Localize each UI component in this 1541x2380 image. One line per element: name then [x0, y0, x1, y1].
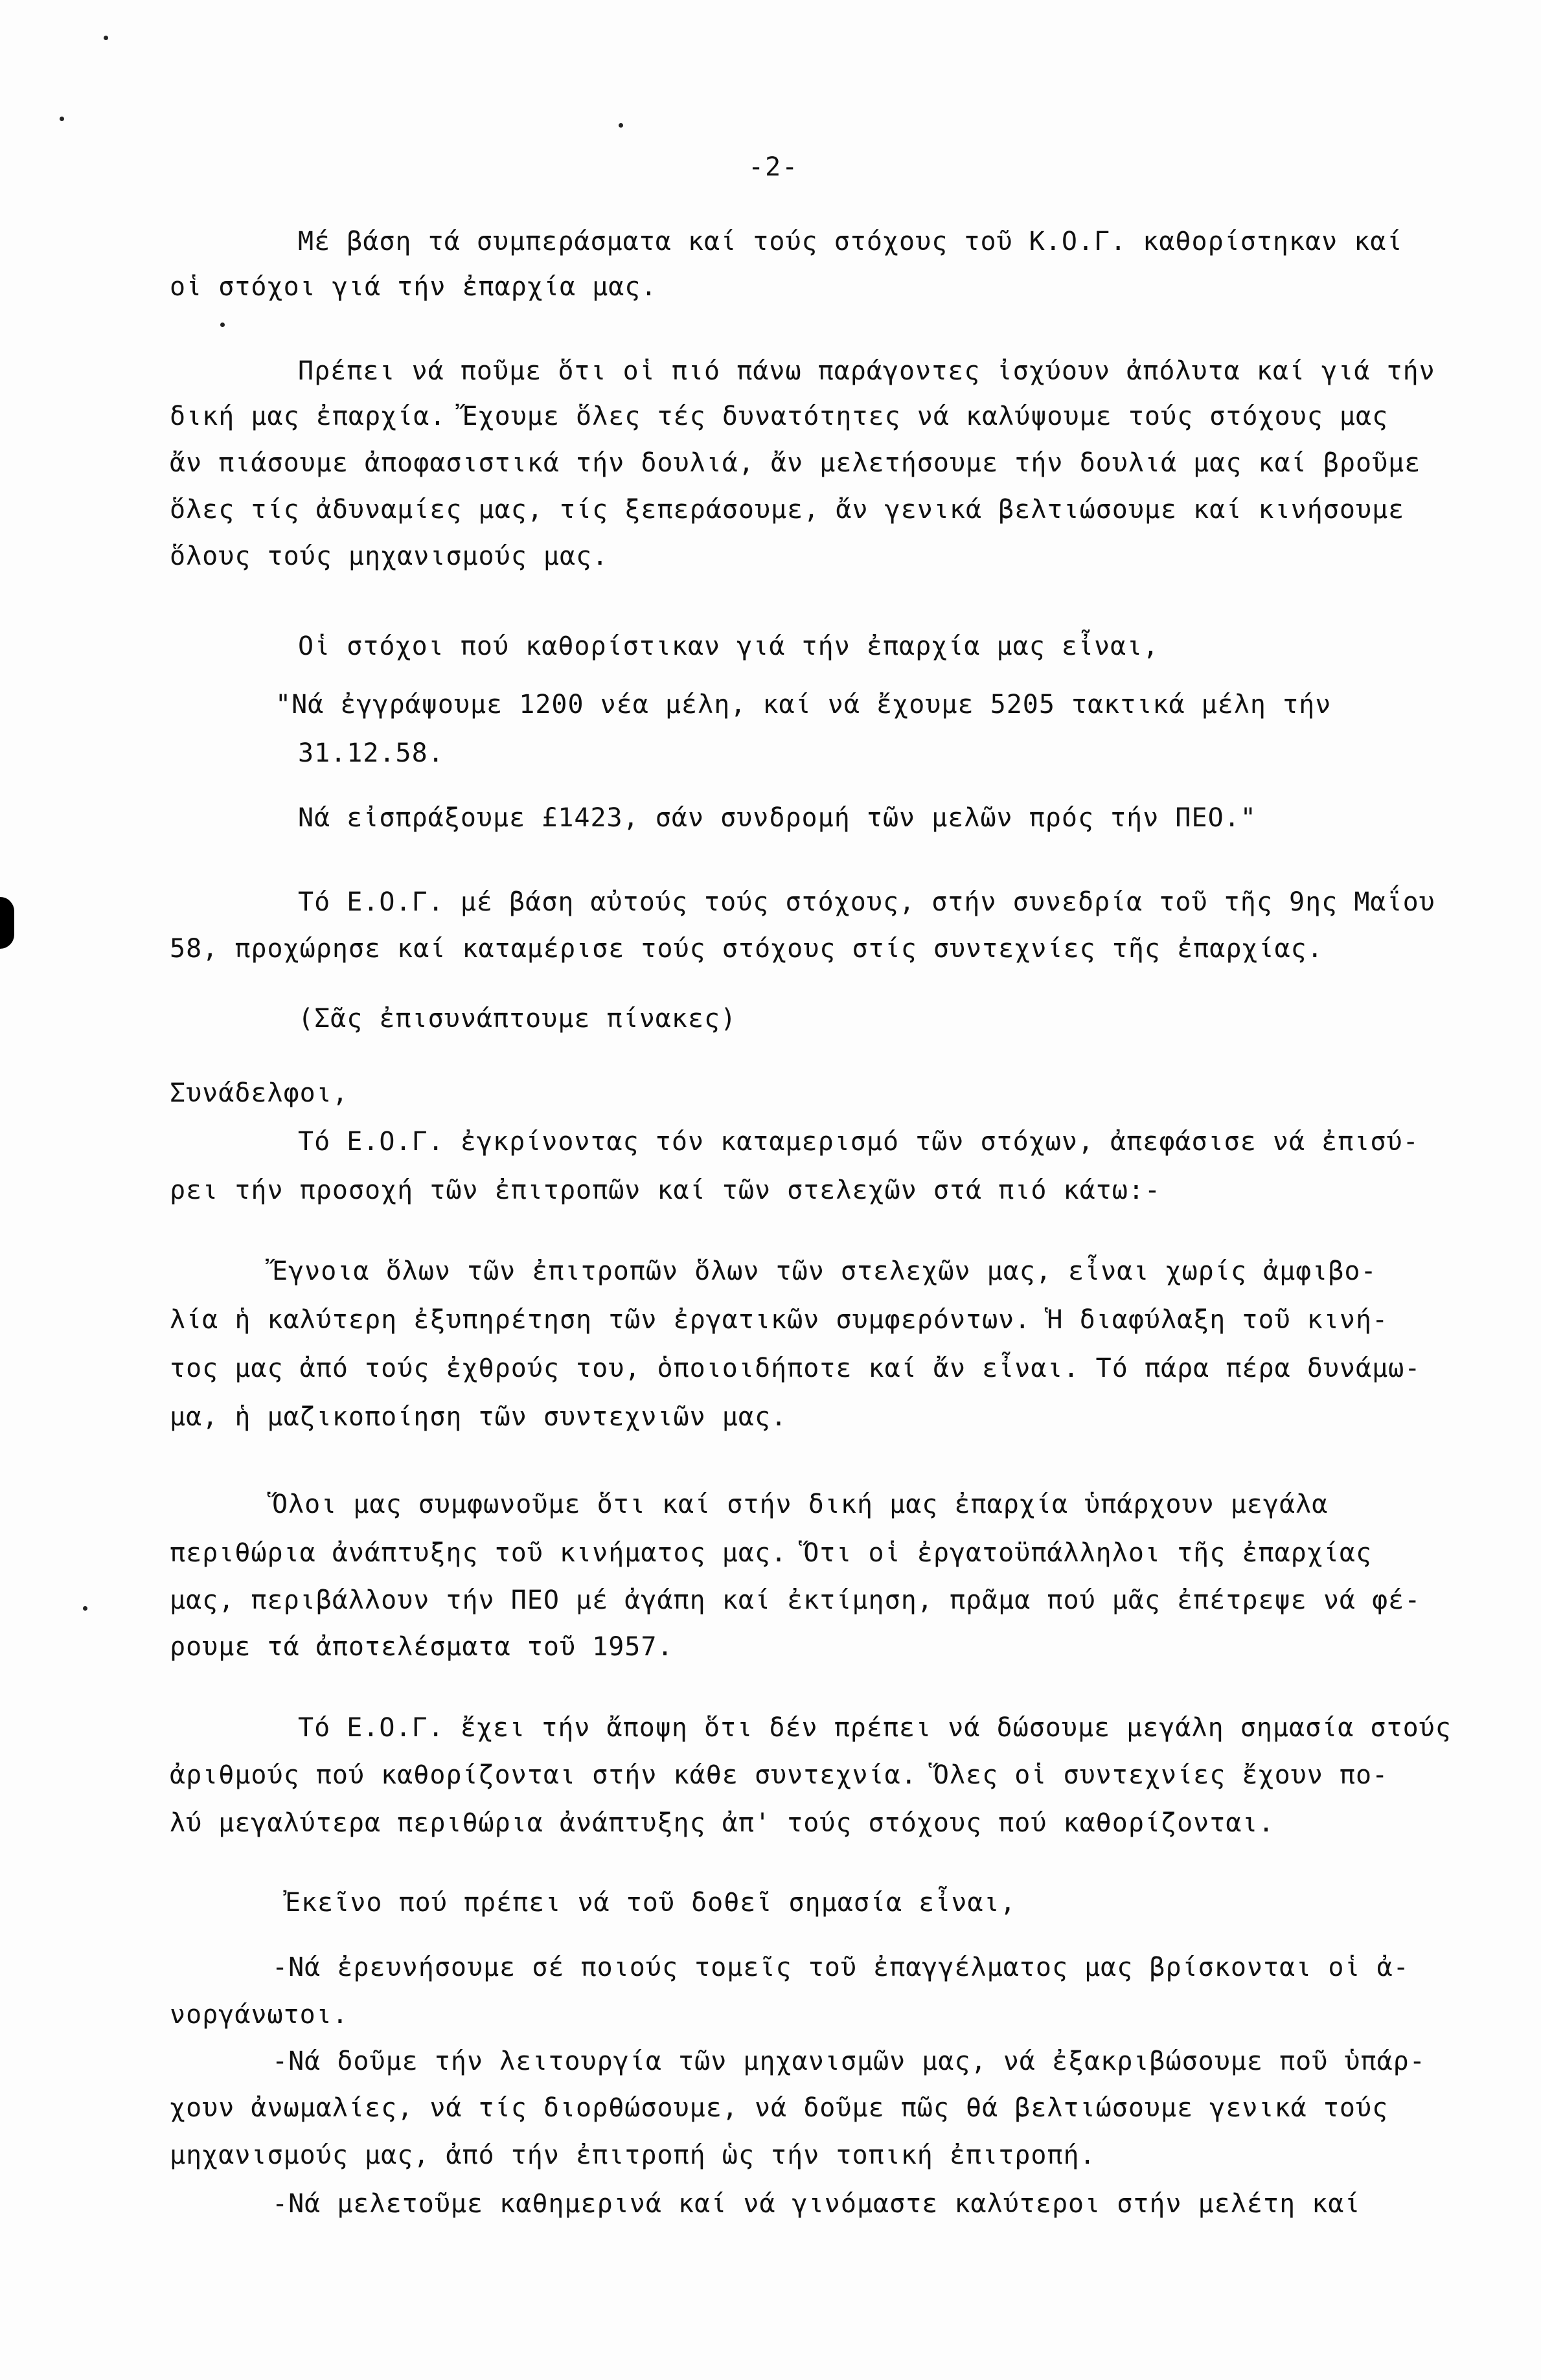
text-line: Συνάδελφοι, [170, 1078, 348, 1108]
text-line: ρει τήν προσοχή τῶν ἐπιτροπῶν καί τῶν στελεχῶν στά πιό κάτω:- [170, 1175, 1161, 1205]
text-line: Ἔγνοια ὅλων τῶν ἐπιτροπῶν ὅλων τῶν στελεχῶν μας, εἶναι χωρίς ἀμφιβο- [272, 1256, 1377, 1286]
scan-speck [60, 117, 64, 121]
text-line: περιθώρια ἀνάπτυξης τοῦ κινήματος μας. Ὅτι οἱ ἐργατοϋπάλληλοι τῆς ἐπαρχίας [170, 1538, 1373, 1568]
text-line: χουν ἀνωμαλίες, νά τίς διορθώσουμε, νά δοῦμε πῶς θά βελτιώσουμε γενικά τούς [170, 2093, 1389, 2123]
text-line: τος μας ἀπό τούς ἐχθρούς του, ὁποιοιδήποτε καί ἄν εἶναι. Τό πάρα πέρα δυνάμω- [170, 1354, 1421, 1383]
text-line: ἄν πιάσουμε ἀποφασιστικά τήν δουλιά, ἄν μελετήσουμε τήν δουλιά μας καί βροῦμε [170, 448, 1421, 478]
text-line: μηχανισμούς μας, ἀπό τήν ἐπιτροπή ὡς τήν τοπική ἐπιτροπή. [170, 2140, 1096, 2170]
text-line: ὅλες τίς ἀδυναμίες μας, τίς ξεπεράσουμε, ἄν γενικά βελτιώσουμε καί κινήσουμε [170, 495, 1405, 525]
text-line: "Νά ἐγγράψουμε 1200 νέα μέλη, καί νά ἔχουμε 5205 τακτικά μέλη τήν [275, 690, 1332, 720]
text-line: Μέ βάση τά συμπεράσματα καί τούς στόχους τοῦ Κ.Ο.Γ. καθορίστηκαν καί [298, 227, 1403, 256]
text-line: Ὅλοι μας συμφωνοῦμε ὅτι καί στήν δική μας ἐπαρχία ὑπάρχουν μεγάλα [272, 1490, 1329, 1519]
text-line: μας, περιβάλλουν τήν ΠΕΟ μέ ἀγάπη καί ἐκτίμηση, πρᾶμα πού μᾶς ἐπέτρεψε νά φέ- [170, 1585, 1421, 1615]
text-line: μα, ἡ μαζικοποίηση τῶν συντεχνιῶν μας. [170, 1402, 788, 1432]
text-line: (Σᾶς ἐπισυνάπτουμε πίνακες) [298, 1004, 737, 1034]
text-line: Τό Ε.Ο.Γ. ἔχει τήν ἄποψη ὅτι δέν πρέπει νά δώσουμε μεγάλη σημασία στούς [298, 1713, 1452, 1743]
text-line: Νά εἰσπράξουμε £1423, σάν συνδρομή τῶν μελῶν πρός τήν ΠΕΟ." [298, 803, 1257, 833]
text-line: ἀριθμούς πού καθορίζονται στήν κάθε συντεχνία. Ὅλες οἱ συντεχνίες ἔχουν πο- [170, 1760, 1389, 1790]
text-line: 31.12.58. [298, 738, 444, 768]
scan-speck [619, 123, 623, 128]
text-line: Τό Ε.Ο.Γ. ἐγκρίνοντας τόν καταμερισμό τῶν στόχων, ἀπεφάσισε νά ἐπισύ- [298, 1127, 1419, 1157]
text-line: νοργάνωτοι. [170, 2000, 348, 2030]
text-line: -Νά δοῦμε τήν λειτουργία τῶν μηχανισμῶν μας, νά ἐξακριβώσουμε ποῦ ὑπάρ- [272, 2046, 1426, 2076]
text-line: -Νά ἐρευνήσουμε σέ ποιούς τομεῖς τοῦ ἐπαγγέλματος μας βρίσκονται οἱ ἀ- [272, 1953, 1410, 1982]
scan-speck [104, 36, 108, 40]
text-line: 58, προχώρησε καί καταμέρισε τούς στόχους στίς συντεχνίες τῆς ἐπαρχίας. [170, 934, 1323, 964]
text-line: ρουμε τά ἀποτελέσματα τοῦ 1957. [170, 1632, 674, 1662]
text-line: ὅλους τούς μηχανισμούς μας. [170, 541, 609, 571]
text-line: Οἱ στόχοι πού καθορίστικαν γιά τήν ἐπαρχία μας εἶναι, [298, 631, 1159, 661]
scan-speck [220, 323, 225, 327]
text-line: Ἐκεῖνο πού πρέπει νά τοῦ δοθεῖ σημασία εἶναι, [285, 1888, 1016, 1918]
text-line: δική μας ἐπαρχία. Ἔχουμε ὅλες τές δυνατότητες νά καλύψουμε τούς στόχους μας [170, 402, 1389, 431]
text-line: λύ μεγαλύτερα περιθώρια ἀνάπτυξης ἀπ' τούς στόχους πού καθορίζονται. [170, 1808, 1275, 1838]
scan-speck [83, 1606, 87, 1611]
text-line: Τό Ε.Ο.Γ. μέ βάση αὐτούς τούς στόχους, στήν συνεδρία τοῦ τῆς 9ης Μαΐου [298, 887, 1435, 917]
page-number: -2- [748, 152, 799, 182]
text-line: -Νά μελετοῦμε καθημερινά καί νά γινόμαστε καλύτεροι στήν μελέτη καί [272, 2189, 1361, 2219]
punch-hole-mark [0, 897, 14, 949]
text-line: λία ἡ καλύτερη ἐξυπηρέτηση τῶν ἐργατικῶν συμφερόντων. Ἡ διαφύλαξη τοῦ κινή- [170, 1305, 1389, 1335]
text-line: οἱ στόχοι γιά τήν ἐπαρχία μας. [170, 272, 657, 302]
text-line: Πρέπει νά ποῦμε ὅτι οἱ πιό πάνω παράγοντες ἰσχύουν ἀπόλυτα καί γιά τήν [298, 356, 1435, 386]
